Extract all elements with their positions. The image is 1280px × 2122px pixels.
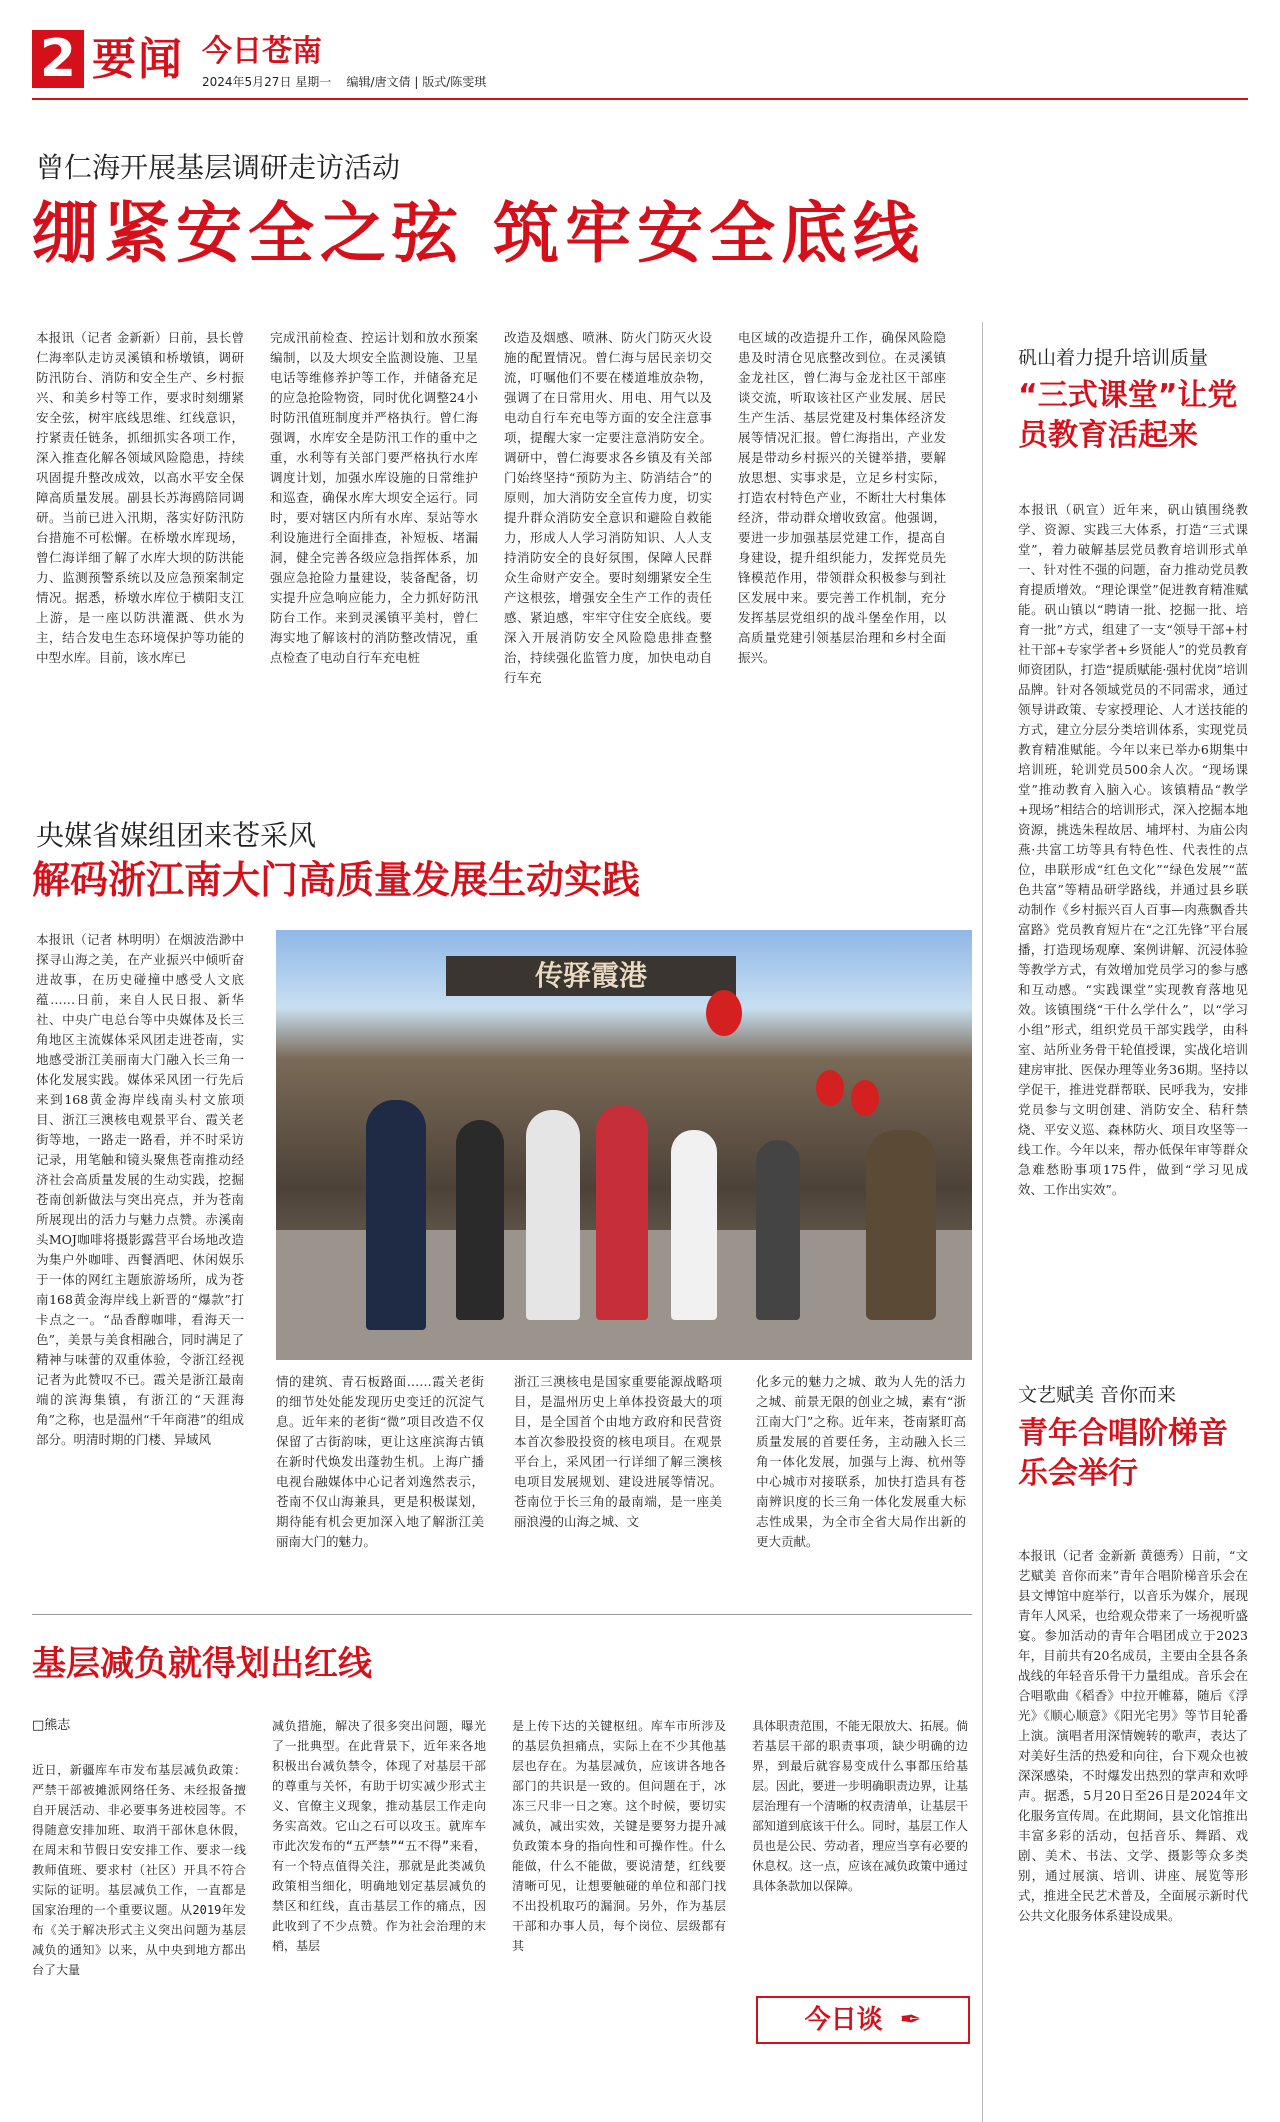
- column-divider: [982, 322, 983, 2122]
- feature-photo: [276, 930, 972, 1360]
- lantern: [816, 1070, 844, 1106]
- feature-column-3: 浙江三澳核电是国家重要能源战略项目，是温州历史上单体投资最大的项目，是全国首个由地方政府和民营资本首次参股投资的核电项目。在观景平台上，采风团一行详细了解三澳核电项目发展规划、建设进展等情况。苍南位于长三角的最南端，是一座美丽浪漫的山海之城、文: [514, 1374, 722, 1529]
- person-figure: [456, 1120, 504, 1320]
- photo-signboard: 传驿霞港: [446, 956, 736, 996]
- section-title: 要闻: [92, 34, 184, 85]
- side1-kicker: 矾山着力提升培训质量: [1018, 347, 1209, 369]
- feature-column-2: 情的建筑、青石板路面……霞关老街的细节处处能发现历史变迁的沉淀气息。近年来的老街“微”项目改造不仅保留了古街韵味，更让这座滨海古镇在新时代焕发出蓬勃生机。上海广播电视台融媒体中心记者刘逸然表示，苍南不仅山海兼具，更是积极谋划，期待能有机会更加深入地了解浙江美丽南大门的魅力。: [276, 1374, 484, 1549]
- person-figure: [756, 1140, 800, 1320]
- feature-kicker: 央媒省媒组团来苍采风: [36, 819, 317, 852]
- lead-kicker: 曾仁海开展基层调研走访活动: [36, 151, 401, 184]
- opinion-byline: □熊志: [32, 1718, 71, 1733]
- person-figure: [596, 1105, 648, 1320]
- column-tag-label: 今日谈: [804, 2005, 883, 2035]
- side1-body: 本报讯（矾宣）近年来，矾山镇围绕教学、资源、实践三大体系，打造“三式课堂”，着力破解基层党员教育培训形式单一、针对性不强的问题，奋力推动党员教育提质增效。“理论课堂”促进教育精准赋能。矾山镇以“聘请一批、挖掘一批、培育一批”方式，组建了一支“领导干部+村社干部+专家学者+乡贤能人”的党员教育师资团队，打造“提质赋能·强村优岗”培训品牌。针对各领域党员的不同需求，通过领导讲政策、专家授理论、人才送技能的方式，建立分层分类培训体系，实现党员教育精准赋能。今年以来已举办6期集中培训班，轮训党员500余人次。“现场课堂”推动教育入脑入心。该镇精品“教学+现场”相结合的培训形式，深入挖掘本地资源，挑选朱程故居、埔坪村、为庙公肉燕·共富工坊等具有特色性、代表性的点位，串联形成“红色文化”“绿色发展”“蓝色共富”等精品研学路线，并通过县乡联动制作《乡村振兴百人百事—肉燕飘香共富路》党员教育短片在“之江先锋”平台展播，打造现场观摩、案例讲解、沉浸体验等教学方式，有效增加党员学习的参与感和互动感。“实践课堂”实现教育落地见效。该镇围绕“干什么学什么”，以“学习小组”形式，组织党员干部实践学，由科室、站所业务骨干轮值授课，实战化培训建房审批、医保办理等业务36期。坚持以学促干，推进党群帮联、民呼我为，安排党员参与文明创建、消防安全、秸秆禁烧、平安义巡、森林防火、项目攻坚等一线工作。今年以来，帮办低保年审等群众急难愁盼事项175件，做到“学习见成效、工作出实效”。: [1018, 502, 1248, 1197]
- feature-column-4: 化多元的魅力之城、敢为人先的活力之城、前景无限的创业之城，素有“浙江南大门”之称。近年来，苍南紧盯高质量发展的首要任务，主动融入长三角一体化发展，加强与上海、杭州等中心城市对接联系，加快打造具有苍南辨识度的长三角一体化发展重大标志性成果，为全市全省大局作出新的更大贡献。: [756, 1374, 966, 1549]
- opinion-column-2: 减负措施，解决了很多突出问题，曝光了一批典型。在此背景下，近年来各地积极出台减负禁令，体现了对基层干部的尊重与关怀，有助于切实减少形式主义、官僚主义现象，推动基层工作走向务实高效。它山之石可以攻玉。就库车市此次发布的“五严禁”“五不得”来看，有一个特点值得关注，那就是此类减负政策相当细化，明确地划定基层减负的禁区和红线，直击基层工作的痛点，因此收到了不少点赞。作为社会治理的末梢，基层: [272, 1719, 486, 1953]
- opinion-column-3: 是上传下达的关键枢纽。库车市所涉及的基层负担痛点，实际上在不少其他基层也存在。为基层减负，应该讲各地各部门的共识是一致的。但问题在于，冰冻三尺非一日之寒。这个时候，要切实减负，减出实效，关键是要努力提升减负政策本身的指向性和可操作性。什么能做，什么不能做，要说清楚，红线要清晰可见，让想要触碰的单位和部门找不出投机取巧的漏洞。另外，作为基层干部和办事人员，每个岗位、层级都有其: [512, 1719, 726, 1953]
- column-tag: [756, 1996, 970, 2044]
- date-line: 2024年5月27日 星期一 编辑/唐文倩 | 版式/陈雯琪: [202, 75, 487, 89]
- page-number: 2: [32, 30, 84, 88]
- side2-body: 本报讯（记者 金新新 黄德秀）日前，“文艺赋美 音你而来”青年合唱阶梯音乐会在县文博馆中庭举行，以音乐为媒介，展现青年人风采，也给观众带来了一场视听盛宴。参加活动的青年合唱团成立于2023年，目前共有20名成员，主要由全县各条战线的年轻音乐骨干力量组成。音乐会在合唱歌曲《稻香》中拉开帷幕，随后《浮光》《顺心顺意》《阳光宅男》等节目轮番上演。演唱者用深情婉转的歌声，表达了对美好生活的热爱和向往，台下观众也被深深感染，不时爆发出热烈的掌声和欢呼声。据悉，5月20日至26日是2024年文化服务宣传周。在此期间，县文化馆推出丰富多彩的活动，包括音乐、舞蹈、戏剧、美术、书法、文学、摄影等众多类别，通过展演、培训、讲座、展览等形式，推进全民艺术普及，全面展示新时代公共文化服务体系建设成果。: [1018, 1548, 1248, 1923]
- opinion-headline: 基层减负就得划出红线: [32, 1644, 372, 1684]
- side1-headline: “三式课堂”让党员教育活起来: [1018, 378, 1238, 453]
- lead-column-3: 改造及烟感、喷淋、防火门防灭火设施的配置情况。曾仁海与居民亲切交流，叮嘱他们不要在楼道堆放杂物，强调了在日常用火、用电、用气以及电动自行车充电等方面的安全注意事项，提醒大家一定要注意消防安全。调研中，曾仁海要求各乡镇及有关部门始终坚持“预防为主、防消结合”的原则，加大消防安全宣传力度，切实提升群众消防安全意识和避险自救能力，形成人人学习消防知识、人人支持消防安全的良好氛围，保障人民群众生命财产安全。要时刻绷紧安全生产这根弦，增强安全生产工作的责任感、紧迫感，牢牢守住安全底线。要深入开展消防安全风险隐患排查整治，持续强化监管力度，加快电动自行车充: [504, 330, 712, 685]
- person-figure: [366, 1100, 426, 1330]
- lantern: [851, 1080, 879, 1116]
- lead-column-2: 完成汛前检查、控运计划和放水预案编制，以及大坝安全监测设施、卫星电话等维修养护等工作，并储备充足的应急抢险物资，同时优化调整24小时防汛值班制度并严格执行。曾仁海强调，水库安全是防汛工作的重中之重，水利等有关部门要严格执行水库调度计划，加强水库设施的日常维护和巡查，确保水库大坝安全运行。同时，要对辖区内所有水库、泵站等水利设施进行全面排查，补短板、堵漏洞，健全完善各级应急指挥体系，加强应急抢险力量建设，装备配备，切实提升应急响应能力，全力抓好防汛防台工作。来到灵溪镇平美村，曾仁海实地了解该村的消防整改情况，重点检查了电动自行车充电桩: [270, 330, 478, 665]
- editors-line: 编辑/唐文倩 | 版式/陈雯琪: [346, 75, 487, 89]
- masthead: [32, 28, 1248, 100]
- lead-column-1: 本报讯（记者 金新新）日前，县长曾仁海率队走访灵溪镇和桥墩镇，调研防汛防台、消防和安全生产、乡村振兴、和美乡村等工作，要求时刻绷紧安全弦，树牢底线思维、红线意识，拧紧责任链条，抓细抓实各项工作，深入推查化解各领域风险隐患，持续巩固提升整改成效，以高水平安全保障高质量发展。副县长苏海鸥陪同调研。当前已进入汛期，落实好防汛防台措施不可松懈。在桥墩水库现场，曾仁海详细了解了水库大坝的防洪能力、监测预警系统以及应急预案制定情况。据悉，桥墩水库位于横阳支江上游，是一座以防洪灌溉、供水为主，结合发电生态环境保护等功能的中型水库。目前，该水库已: [36, 330, 244, 665]
- feature-headline: 解码浙江南大门高质量发展生动实践: [32, 858, 641, 902]
- newspaper-brand: 今日苍南: [202, 34, 322, 69]
- section-divider: [32, 1614, 972, 1615]
- feature-column-1: 本报讯（记者 林明明）在烟波浩渺中探寻山海之美，在产业振兴中倾听奋进故事，在历史碰撞中感受人文底蕴……日前，来自人民日报、新华社、中央广电总台等中央媒体及长三角地区主流媒体采风团走进苍南，实地感受浙江美丽南大门融入长三角一体化发展实践。媒体采风团一行先后来到168黄金海岸线南头村文旅项目、浙江三澳核电观景平台、霞关老街等地，一路走一路看，并不时采访记录，用笔触和镜头聚焦苍南推动经济社会高质量发展的生动实践，挖掘苍南创新做法与突出亮点，并为苍南所展现出的活力与魅力点赞。赤溪南头MOJ咖啡将摄影露营平台场地改造为集户外咖啡、西餐酒吧、休闲娱乐于一体的网红主题旅游场所，成为苍南168黄金海岸线上新晋的“爆款”打卡点之一。“品香醇咖啡，看海天一色”，美景与美食相融合，同时满足了精神与味蕾的双重体验，令浙江经视记者为此赞叹不已。霞关是浙江最南端的滨海集镇，有浙江的“天涯海角”之称，也是温州“千年商港”的组成部分。明清时期的门楼、异域风: [36, 932, 244, 1447]
- opinion-column-4: 具体职责范围，不能无限放大、拓展。倘若基层干部的职责事项，缺少明确的边界，到最后就容易变成什么事都压给基层。因此，要进一步明确职责边界，让基层治理有一个清晰的权责清单，让基层干部知道到底该干什么。同时，基层工作人员也是公民、劳动者，理应当享有必要的休息权。这一点，应该在减负政策中通过具体条款加以保障。: [752, 1719, 968, 1893]
- bronze-statue: [866, 1130, 936, 1320]
- side2-kicker: 文艺赋美 音你而来: [1018, 1384, 1177, 1406]
- lead-headline: 绷紧安全之弦 筑牢安全底线: [32, 195, 925, 272]
- side2-headline: 青年合唱阶梯音乐会举行: [1018, 1416, 1228, 1491]
- pen-icon: ✒: [899, 2005, 922, 2035]
- person-figure: [671, 1130, 717, 1320]
- person-figure: [526, 1110, 580, 1320]
- lantern: [706, 990, 742, 1036]
- lead-column-4: 电区域的改造提升工作，确保风险隐患及时清仓见底整改到位。在灵溪镇金龙社区，曾仁海与金龙社区干部座谈交流，听取该社区产业发展、居民生产生活、基层党建及村集体经济发展等情况汇报。曾仁海指出，产业发展是带动乡村振兴的关键举措，要解放思想、实事求是，立足乡村实际，打造农村特色产业，不断壮大村集体经济，带动群众增收致富。他强调，要进一步加强基层党建工作，提高自身建设，提升组织能力，发挥党员先锋模范作用，带领群众积极参与到社区发展中来。要完善工作机制，充分发挥基层党组织的战斗堡垒作用，以高质量党建引领基层治理和乡村全面振兴。: [738, 330, 946, 665]
- opinion-column-1: 近日，新疆库车市发布基层减负政策：严禁干部被摊派网络任务、未经报备擅自开展活动、非必要事务进校园等。不得随意安排加班、取消干部休息休假，在周末和节假日安安排工作、要求一线教师值班、要求村（社区）开具不符合实际的证明。基层减负工作，一直都是国家治理的一个重要议题。从2019年发布《关于解决形式主义突出问题为基层减负的通知》以来，从中央到地方都出台了大量: [32, 1763, 246, 1977]
